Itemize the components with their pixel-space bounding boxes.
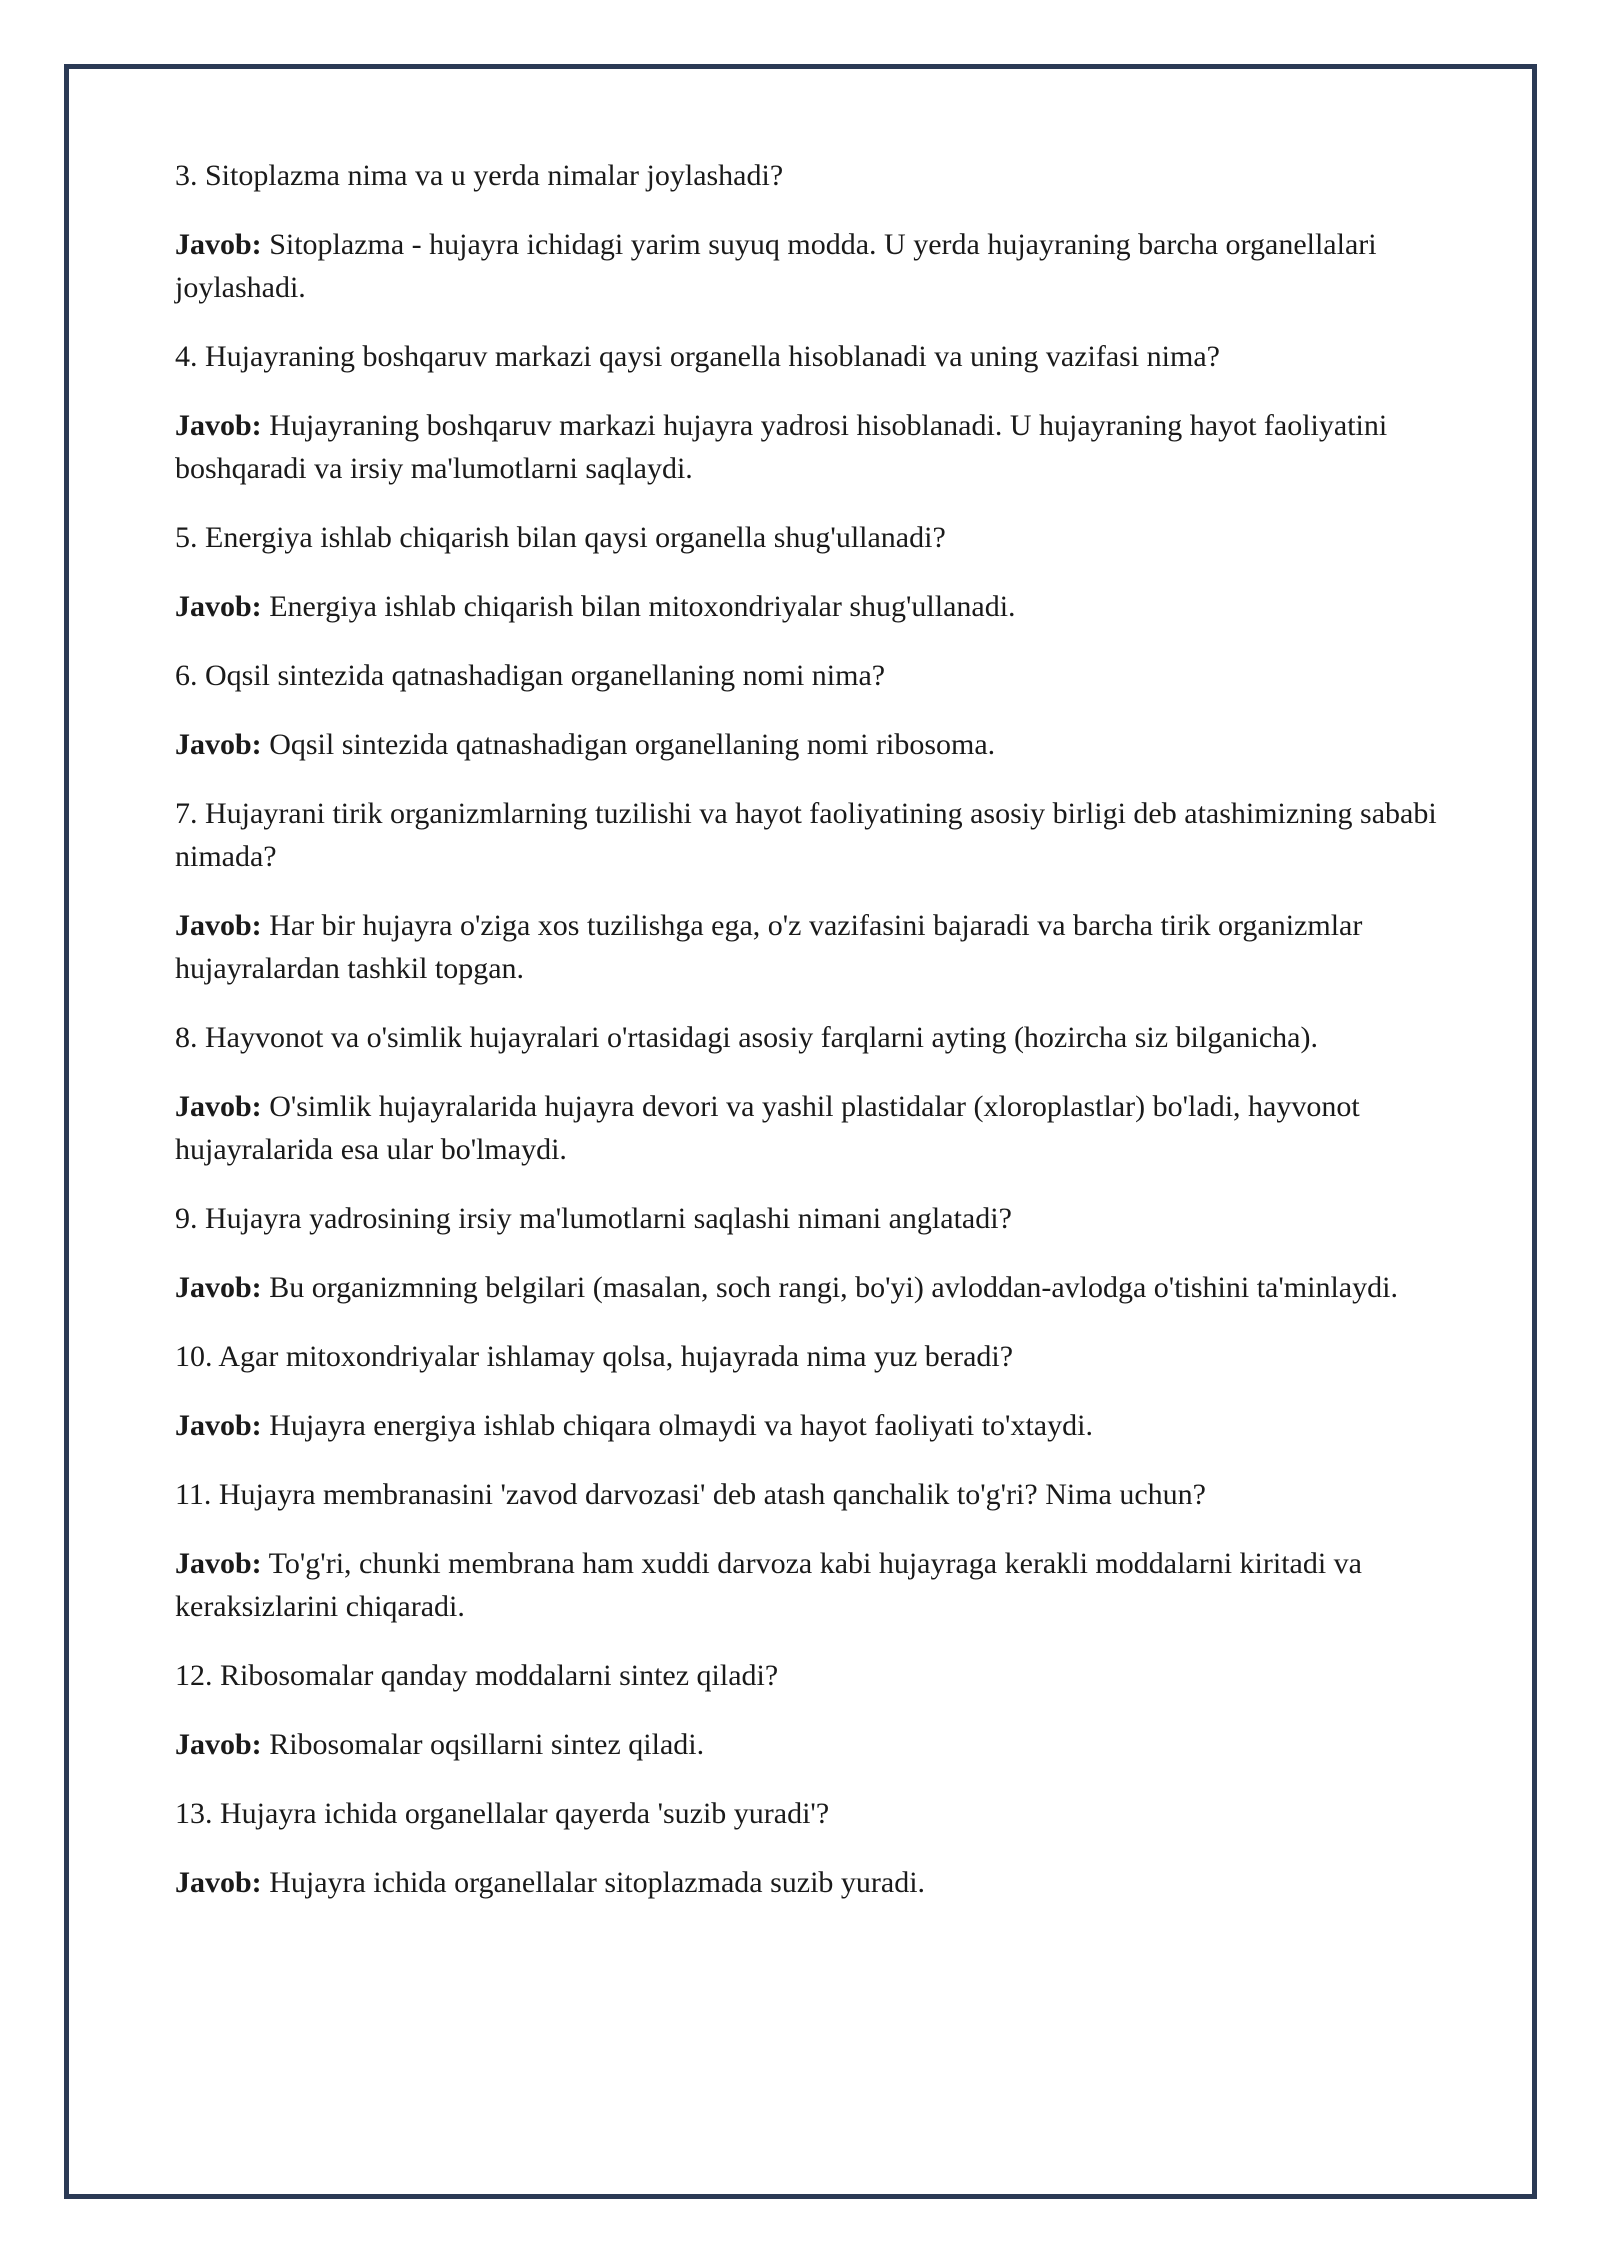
qa-item-4 <box>175 335 1450 490</box>
answer-label: Javob: <box>175 590 262 623</box>
answer-paragraph <box>175 1861 1450 1904</box>
answer-label: Javob: <box>175 1409 262 1442</box>
answer-label: Javob: <box>175 728 262 761</box>
question-text: 9. Hujayra yadrosining irsiy ma'lumotlarni saqlashi nimani anglatadi? <box>175 1202 1012 1235</box>
question-text: 12. Ribosomalar qanday moddalarni sintez qiladi? <box>175 1659 779 1692</box>
answer-paragraph <box>175 1542 1450 1628</box>
answer-text: Hujayra energiya ishlab chiqara olmaydi va hayot faoliyati to'xtaydi. <box>269 1409 1093 1442</box>
answer-label: Javob: <box>175 409 262 442</box>
answer-text: O'simlik hujayralarida hujayra devori va yashil plastidalar (xloroplastlar) bo'ladi, hayvonot hujayralarida esa ular bo'lmaydi. <box>175 1090 1360 1166</box>
answer-label: Javob: <box>175 1547 262 1580</box>
question-text: 10. Agar mitoxondriyalar ishlamay qolsa, hujayrada nima yuz beradi? <box>175 1340 1014 1373</box>
qa-content <box>175 154 1450 1930</box>
qa-item-9 <box>175 1197 1450 1309</box>
answer-paragraph <box>175 1085 1450 1171</box>
answer-text: Har bir hujayra o'ziga xos tuzilishga ega, o'z vazifasini bajaradi va barcha tirik organizmlar hujayralardan tashkil topgan. <box>175 909 1363 985</box>
qa-item-5 <box>175 516 1450 628</box>
answer-text: Sitoplazma - hujayra ichidagi yarim suyuq modda. U yerda hujayraning barcha organellalari joylashadi. <box>175 228 1377 304</box>
answer-label: Javob: <box>175 909 262 942</box>
question-text: 5. Energiya ishlab chiqarish bilan qaysi organella shug'ullanadi? <box>175 521 946 554</box>
answer-paragraph <box>175 585 1450 628</box>
question-text: 4. Hujayraning boshqaruv markazi qaysi organella hisoblanadi va uning vazifasi nima? <box>175 340 1220 373</box>
answer-paragraph <box>175 223 1450 309</box>
answer-paragraph <box>175 1404 1450 1447</box>
question-text: 6. Oqsil sintezida qatnashadigan organellaning nomi nima? <box>175 659 886 692</box>
answer-label: Javob: <box>175 1090 262 1123</box>
qa-item-10 <box>175 1335 1450 1447</box>
question-text: 11. Hujayra membranasini 'zavod darvozasi' deb atash qanchalik to'g'ri? Nima uchun? <box>175 1478 1206 1511</box>
answer-paragraph <box>175 1266 1450 1309</box>
answer-text: Bu organizmning belgilari (masalan, soch rangi, bo'yi) avloddan-avlodga o'tishini ta'minlaydi. <box>269 1271 1398 1304</box>
answer-label: Javob: <box>175 228 262 261</box>
answer-text: Energiya ishlab chiqarish bilan mitoxondriyalar shug'ullanadi. <box>269 590 1016 623</box>
question-text: 7. Hujayrani tirik organizmlarning tuzilishi va hayot faoliyatining asosiy birligi deb atashimizning sababi nimada? <box>175 797 1437 873</box>
answer-text: To'g'ri, chunki membrana ham xuddi darvoza kabi hujayraga kerakli moddalarni kiritadi va keraksizlarini chiqaradi. <box>175 1547 1363 1623</box>
qa-item-7 <box>175 792 1450 990</box>
answer-text: Hujayra ichida organellalar sitoplazmada suzib yuradi. <box>269 1866 926 1899</box>
question-text: 3. Sitoplazma nima va u yerda nimalar joylashadi? <box>175 159 784 192</box>
question-text: 8. Hayvonot va o'simlik hujayralari o'rtasidagi asosiy farqlarni ayting (hozircha siz bilganicha). <box>175 1021 1318 1054</box>
qa-item-11 <box>175 1473 1450 1628</box>
answer-text: Hujayraning boshqaruv markazi hujayra yadrosi hisoblanadi. U hujayraning hayot faoliyatini boshqaradi va irsiy ma'lumotlarni saqlaydi. <box>175 409 1388 485</box>
answer-label: Javob: <box>175 1728 262 1761</box>
answer-paragraph <box>175 404 1450 490</box>
qa-item-3 <box>175 154 1450 309</box>
answer-paragraph <box>175 1723 1450 1766</box>
qa-item-13 <box>175 1792 1450 1904</box>
answer-text: Ribosomalar oqsillarni sintez qiladi. <box>269 1728 705 1761</box>
qa-item-12 <box>175 1654 1450 1766</box>
answer-text: Oqsil sintezida qatnashadigan organellaning nomi ribosoma. <box>269 728 996 761</box>
qa-item-8 <box>175 1016 1450 1171</box>
answer-paragraph <box>175 904 1450 990</box>
answer-label: Javob: <box>175 1866 262 1899</box>
answer-paragraph <box>175 723 1450 766</box>
qa-item-6 <box>175 654 1450 766</box>
answer-label: Javob: <box>175 1271 262 1304</box>
question-text: 13. Hujayra ichida organellalar qayerda 'suzib yuradi'? <box>175 1797 830 1830</box>
